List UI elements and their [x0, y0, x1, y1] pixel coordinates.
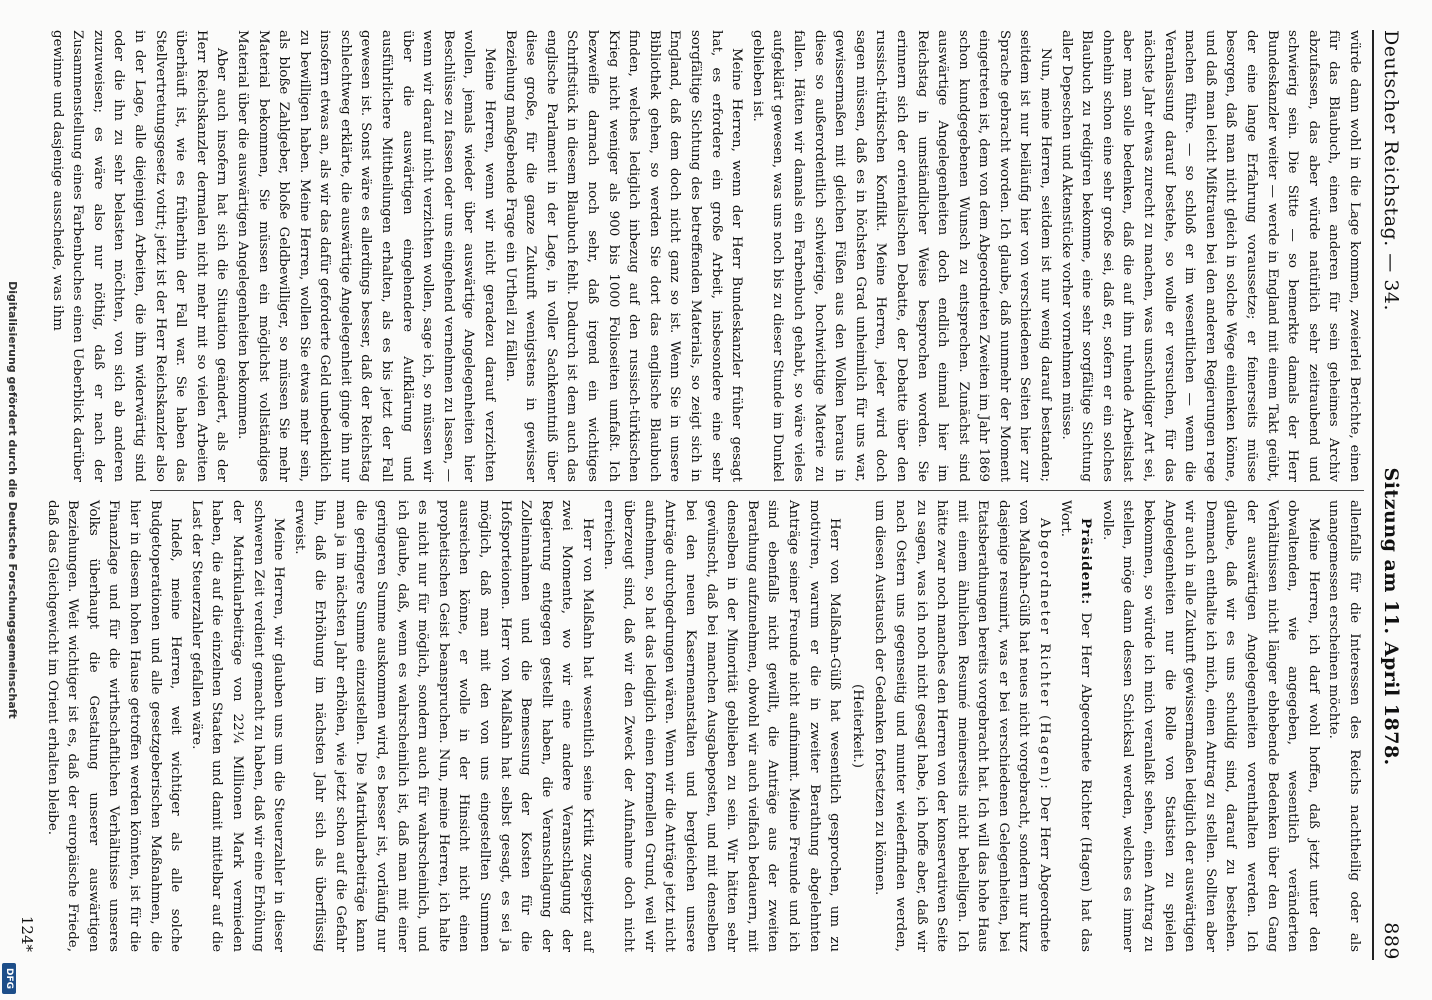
paragraph: Herr von Malßahn-Gülß hat wesentlich gesprochen, um zu motiviren, warum er die in zweiter Berathung abgelehnten Anträge seiner Freunde nicht aufnimmt. Meine Freunde und ich sind ebenfalls nicht gewillt, die Anträge aus der zweiten Berathung aufzunehmen, obwohl wir auch vielfach bedauern, mit denselben in der Minorität geblieben zu sein. Wir hätten sehr gewünscht, daß bei manchen Ausgabeposten, und mit denselben bei den neuen Kasernenanstalten und bergleichen unsere Anträge durchgedrungen wären. Wenn wir die Anträge jetzt nicht aufnehmen, so hat das lediglich einen formellen Grund, weil wir überzeugt sind, daß wir den Zweck der Aufnahme doch nicht erreichen. [600, 500, 843, 952]
president-label: Präsident: [1078, 518, 1095, 606]
header-session-date: Sitzung am 11. April 1878. [1380, 467, 1402, 766]
president-text: Der Herr Abgeordnete Richter (Hagen) hat das Wort. [1057, 500, 1094, 952]
page-header [1372, 30, 1420, 960]
paragraph: Meine Herren, ich darf wohl hoffen, daß jetzt unter den obwaltenden, wie angegeben, wesentlich veränderten Verhältnissen nicht länger ebhebende Bedenken über den Gang der auswärtigen Angelegenheiten vorenthalten werden. Ich glaube, daß wir es uns schuldig sind, darauf zu bestehen. Demnach enthalte ich mich, einen Antrag zu stellen. Sollten aber wir auch in alle Zukunft gewissermaßen lediglich der auswärtigen Angelegenheiten nur die Rolle von Statisten zu spielen bekommen, so würde ich mich veranlaßt sehen, einen Antrag zu stellen, möge dann dessen Schicksal werden, welches es immer wolle. [1099, 500, 1321, 952]
paragraph: allenfalls für die Interessen des Reichs nachtheilig oder als unangemessen erscheinen möchte. [1326, 500, 1362, 952]
paragraph: Meine Herren, wir glauben uns um die Steuerzahler in dieser schweren Zeit verdient gemacht zu haben, daß wir eine Erhöhung der Matrikularbeiträge von 22¼ Millionen Mark vermieden haben, die auf die einzelnen Staaten und damit mittelbar auf die Last der Steuerzahler gefallen wäre. [188, 500, 287, 952]
audience-reaction: (Heiterkeit.) [849, 684, 865, 768]
digitization-note: Digitalisierung gefördert durch die Deutsche Forschungsgemeinschaft [6, 281, 19, 719]
folio-mark: 124* [18, 915, 36, 952]
dfg-logo: DFG [2, 963, 16, 994]
president-remark [1054, 500, 1096, 952]
paragraph: Aber auch insofern hat sich die Situation geändert, als der Herr Reichskanzler dermalen nicht mehr mit so vielen Arbeiten überhäuft ist, wie es früherhin der Fall war. Sie haben das Stellvertretungsgesetz votirt; jetzt ist der Herr Reichskanzler also in der Lage, alle diejenigen Arbeiten, die ihm widerwärtig sind oder die ihn zu sehr belasten möchten, von sich ab anderen zuzuweisen; es wäre also nur nöthig, daß er nach der Zusammenstellung eines Farbenbuches einen Ueberblick darüber gewinne und dasjenige ausscheide, was ihm [49, 30, 230, 482]
speaker-remark [869, 500, 1054, 952]
paragraph: würde dann wohl in die Lage kommen, zweierlei Berichte, einen für das Blaubuch, einen anderen für sein geheimes Archiv abzufassen, das aber würde natürlich sehr zeitraubend und schwierig sein. Die Sitte — so bemerkte damals der Herr Bundeskanzler weiter — werde in England mit einem Takt geübt, der eine lange Erfahrung voraussetze; er feinerseits müsse besorgen, daß man nicht gleich in solche Wege einlenken könne, und daß man leicht Mißtrauen bei den anderen Regierungen rege machen führe. — so schloß er im wesentlichen — wenn die Veranlassung darauf bestehe, so wolle er versuchen, für das nächste Jahr etwas zurecht zu machen, was unschuldiger Art sei, aber man solle bedenken, daß die auf ihm ruhende Arbeitslast ohnehin schon eine sehr große sei, daß er, sofern er ein solches Blaubuch zu redigiren bekomme, eine sehr sorgfältige Sichtung aller Depeschen und Aktenstücke vorher vornehmen müsse. [1058, 30, 1362, 482]
paragraph: Indeß, meine Herren, weit wichtiger als alle solche Budgetoperationen und alle gesetzgeberischen Maßnahmen, die hier in diesem hohen Hause getroffen werden könnten, ist für die Finanzlage und für die wirthschaftlichen Verhältnisse unseres Volks überhaupt die Gestaltung unserer auswärtigen Beziehungen. Weit wichtiger ist es, daß der europäische Friede, daß das Gleichgewicht im Orient erhalten bleibe. [44, 500, 184, 952]
right-column [18, 500, 1364, 953]
header-page-number: 889 [1380, 922, 1402, 960]
speaker-text: Der Herr Abgeordnete von Malßahn-Gülß hat neues nicht vorgebracht, sondern nur kurz dasjenige resumirt, was er bei verschiedenen Gelegenheiten, bei Etatsberathungen bereits vorgebracht hat. Ich will das hohe Haus mit einem ähnlichen Resumé meinerseits nicht behelligen. Ich hätte zwar noch manches den Herren von der konservativen Seite zu sagen, was ich noch nicht gesagt habe, ich hoffe aber, daß wir nach Ostern uns gegenseitig und munter wiederfinden werden, um diesen Austausch der Gedanken fortsetzen zu können. [872, 500, 1053, 953]
paragraph: Nun, meine Herren, seitdem ist nur wenig darauf bestanden; seitdem ist nur beiläufig hier von verschiedenen Seiten hier zur Sprache gebracht worden. Ich glaube, daß nunmehr der Moment eingetreten ist, dem von dem Abgeordneten Zweiten im Jahr 1869 schon kundgegebenen Wunsch zu entsprechen. Zunächst sind auswärtige Angelegenheiten doch endlich einmal hier im Reichstag in umständlicher Weise besprochen worden. Sie erinnern sich der orientalischen Debatte, der Debatte über den russisch-türkischen Konflikt. Meine Herren, jeder wird doch sagen müssen, daß es in höchsten Grad unheimlich für uns war, gewissermaßen mit gleichen Füßen aus den Wolken heraus in diese so außerordentlich schwierige, hochwichtige Materie zu fallen. Hätten wir damals ein Farbenbuch gehabt, so wäre vieles aufgeklärt gewesen, was uns noch bis zu dieser Stunde im Dunkel geblieben ist. [749, 30, 1054, 482]
header-publication: Deutscher Reichstag. — 34. [1380, 30, 1402, 312]
paragraph: Meine Herren, wenn wir nicht geradezu darauf verzichten wollen, jemals wieder über auswärtige Angelegenheiten hier Beschlüsse zu fassen oder uns eingehend vernehmen zu lassen, — wenn wir darauf nicht verzichten wollen, sage ich, so müssen wir über die auswärtigen eingehendere Aufklärung und ausführlichere Mittheilungen erhalten, als es bis jetzt der Fall gewesen ist. Sonst wäre es allerdings besser, daß der Reichstag schlechtweg erklärte, die auswärtige Angelegenheit ginge ihn nur insofern etwas an, als wir das dafür geforderte Geld unbedenklich zu bewilligen haben. Meine Herren, wollen Sie etwas mehr sein, als bloße Zahlgeber, bloße Geldbewilliger, so müssen Sie mehr Material bekommen, Sie müssen ein möglichst vollständiges Material über die auswärtigen Angelegenheiten bekommen. [234, 30, 498, 482]
paragraph: Herr von Malßahn hat wesentlich seine Kritik zugespitzt auf zwei Momente, wo wir eine andere Veranschlagung der Regierung entgegen gestellt haben, die Veranschlagung der Zolleinnahmen und die Bemessung der Kosten für die Hofsporteionen. Herr von Malßahn hat selbst gesagt, es sei ja möglich, daß man mit den von uns eingestellten Summen ausreichen könne, er wolle in der Hinsicht nicht einen prophetischen Geist beanspruchen. Nun, meine Herren, ich halte es nicht nur für möglich, sondern auch für wahrscheinlich, und ich glaube, daß, wenn es wahrscheinlich ist, daß man mit einer geringeren Summe auskommen wird, es besser ist, vorläufig nur die geringere Summe einzustellen. Die Matrikularbeiträge kann man ja im nächsten Jahr erhöhen, wie jetzt schon auf die Gefahr hin, daß die Erhöhung im nächsten Jahr sich als überflüssig erweist. [291, 500, 596, 952]
column-divider [150, 490, 1364, 491]
paragraph: Meine Herren, wenn der Herr Bundeskanzler früher gesagt hat, es erfordere ein große Arbeit, insbesondere eine sehr sorgfältige Sichtung des betreffenden Materials, so zeigt sich in England, daß dem doch nicht ganz so ist. Wenn Sie in unsere Bibliothek gehen, so werden Sie dort das englische Blaubuch finden, welches lediglich inbezug auf den russisch-türkischen Krieg nicht weniger als 900 bis 1000 Folioseiten umfaßt. Ich bezweifle darnach noch sehr, daß irgend ein wichtiges Schriftstück in diesem Blaubuch fehlt. Dadurch ist dem auch das englische Parlament in der Lage, in voller Sachkenntniß über diese große, für die ganze Zukunft wenigstens in gewisser Beziehung maßgebende Frage ein Urtheil zu fällen. [502, 30, 745, 482]
left-column [40, 30, 1364, 482]
speaker-label: Abgeordneter Richter (Hagen): [1037, 518, 1053, 791]
